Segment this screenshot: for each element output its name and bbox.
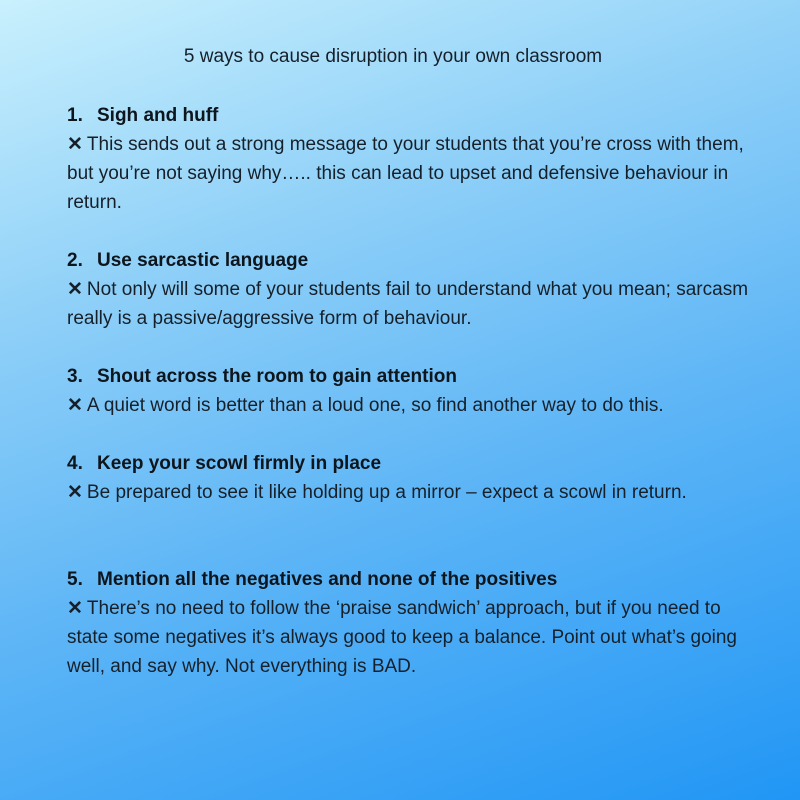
item-description <box>67 391 757 420</box>
page-title: 5 ways to cause disruption in your own classroom <box>183 46 603 67</box>
item-number: 5. <box>67 569 83 590</box>
item-heading <box>67 246 757 275</box>
item-heading-text: Shout across the room to gain attention <box>97 366 457 387</box>
item-heading <box>67 565 757 594</box>
item-number: 1. <box>67 105 83 126</box>
item-description-text: This sends out a strong message to your students that you’re cross with them, but you’re not saying why….. this can lead to upset and defensive behaviour in return. <box>67 134 744 213</box>
cross-icon: ✕ <box>67 482 83 503</box>
item-heading <box>67 362 757 391</box>
cross-icon: ✕ <box>67 598 83 619</box>
item-number: 4. <box>67 453 83 474</box>
item-description <box>67 594 757 681</box>
item-number: 2. <box>67 250 83 271</box>
cross-icon: ✕ <box>67 134 83 155</box>
item-description-text: Not only will some of your students fail to understand what you mean; sarcasm really is a passive/aggressive form of behaviour. <box>67 279 749 329</box>
item-description-text: There’s no need to follow the ‘praise sandwich’ approach, but if you need to state some negatives it’s always good to keep a balance. Point out what’s going well, and say why. Not everything is BAD. <box>67 598 738 677</box>
list-item <box>67 362 757 420</box>
cross-icon: ✕ <box>67 395 83 416</box>
item-heading-text: Sigh and huff <box>97 105 219 126</box>
item-number: 3. <box>67 366 83 387</box>
cross-icon: ✕ <box>67 279 83 300</box>
list-item <box>67 565 757 681</box>
item-heading-text: Mention all the negatives and none of the positives <box>97 569 558 590</box>
list-item <box>67 101 757 217</box>
item-description <box>67 130 757 217</box>
item-description-text: Be prepared to see it like holding up a mirror – expect a scowl in return. <box>86 482 687 503</box>
list-item <box>67 246 757 333</box>
item-heading-text: Use sarcastic language <box>97 250 309 271</box>
item-description <box>67 478 757 507</box>
item-description-text: A quiet word is better than a loud one, so find another way to do this. <box>86 395 664 416</box>
item-description <box>67 275 757 333</box>
list-item <box>67 449 757 507</box>
item-heading <box>67 101 757 130</box>
item-heading <box>67 449 757 478</box>
item-heading-text: Keep your scowl firmly in place <box>97 453 382 474</box>
